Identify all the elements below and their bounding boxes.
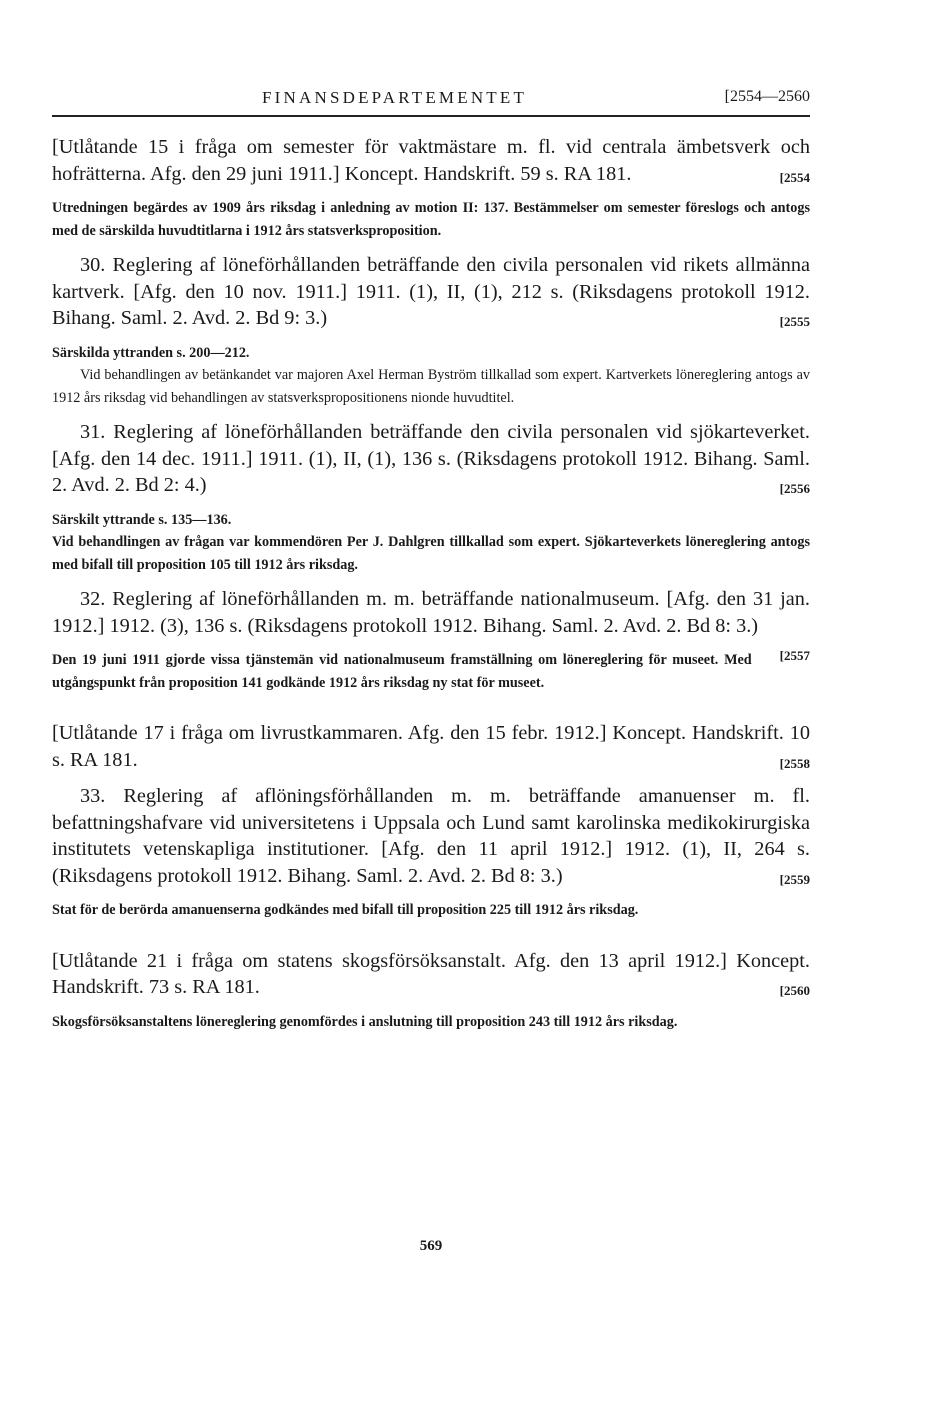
entry-main-text: 33. Reglering af aflöningsförhållanden m. m. beträffande amanuenser m. fl. befattningshafvare vid universitetens i Uppsala och Lund samt karolinska medikokirurgiska institutets vetenskapliga institutioner. [Afg. den 11 april 1912.] 1912. (1), II, 264 s. (Riksdagens protokoll 1912. Bihang. Saml. 2. Avd. 2. Bd 8: 3.) [2559 [52,783,810,889]
entry-2557 [52,586,810,694]
entry-2554 [52,134,810,242]
page-number: 569 [419,1238,443,1254]
entry-main-text: 31. Reglering af löneförhållanden beträffande den civila personalen vid sjökarteverket. [Afg. den 14 dec. 1911.] 1911. (1), II, (1), 136 s. (Riksdagens protokoll 1912. Bihang. Saml. 2. Avd. 2. Bd 2: 4.) [2556 [52,419,810,499]
entry-main-text: [Utlåtande 17 i fråga om livrustkammaren. Afg. den 15 febr. 1912.] Koncept. Handskrift. 10 s. RA 181. [2558 [52,720,810,773]
entry-reference-number: [2555 [779,314,810,329]
entry-note: Stat för de berörda amanuenserna godkändes med bifall till proposition 225 till 1912 års riksdag. [52,902,639,918]
entry-main-text: 30. Reglering af löneförhållanden beträffande den civila personalen vid rikets allmänna kartverk. [Afg. den 10 nov. 1911.] 1911. (1), II, (1), 212 s. (Riksdagens protokoll 1912. Bihang. Saml. 2. Avd. 2. Bd 9: 3.) [2555 [52,252,810,332]
entry-reference-number: [2556 [779,481,810,496]
entry-note: Skogsförsöksanstaltens lönereglering genomfördes i anslutning till proposition 243 till 1912 års riksdag. [52,1013,678,1030]
entry-main-text: [Utlåtande 15 i fråga om semester för vaktmästare m. fl. vid centrala ämbetsverk och hofrätterna. Afg. den 29 juni 1911.] Koncept. Handskrift. 59 s. RA 181. [2554 [52,134,810,187]
entry-main-text: 32. Reglering af löneförhållanden m. m. beträffande nationalmuseum. [Afg. den 31 jan. 1912.] 1912. (3), 136 s. (Riksdagens protokoll 1912. Bihang. Saml. 2. Avd. 2. Bd 8: 3.) [2557 [52,586,810,639]
entry-2558 [52,720,810,773]
entry-main-text: [Utlåtande 21 i fråga om statens skogsförsöksanstalt. Afg. den 13 april 1912.] Koncept. Handskrift. 73 s. RA 181. [2560 [52,948,810,1001]
entry-2555 [52,252,810,409]
entry-note: Särskilda yttranden s. 200—212. [52,344,250,361]
entry-2556 [52,419,810,576]
entry-reference-number: [2557 [779,648,810,663]
entry-note: Utredningen begärdes av 1909 års riksdag i anledning av motion II: 137. Bestämmelser om semester föreslogs och antogs med de särskilda huvudtitlarna i 1912 års statsverksproposition. [52,200,810,239]
running-header [52,88,810,112]
entry-note: Vid behandlingen av frågan var kommendören Per J. Dahlgren tillkallad som expert. Sjökarteverkets lönereglering antogs med bifall till proposition 105 till 1912 års riksdag. [52,534,810,573]
entry-2559 [52,783,810,922]
entry-reference-number: [2559 [779,871,810,887]
entry-reference-number: [2554 [779,169,810,185]
entry-2560 [52,948,810,1034]
entry-reference-number: [2558 [779,755,810,771]
entry-reference-number: [2560 [779,983,810,998]
header-title: FINANSDEPARTEMENTET [262,88,528,107]
header-entry-range: [2554—2560 [724,88,810,105]
body-text [52,134,810,1033]
header-rule [52,115,810,117]
entry-note: Vid behandlingen av betänkandet var majoren Axel Herman Byström tillkallad som expert. Kartverkets lönereglering antogs av 1912 års riksdag vid behandlingen av statsverkspropositionens nionde huvudtitel. [52,367,810,406]
entry-note: Den 19 juni 1911 gjorde vissa tjänstemän vid nationalmuseum framställning om lönereglering för museet. Med utgångspunkt från proposition 141 godkände 1912 års riksdag ny stat för museet. [52,652,752,691]
entry-note: Särskilt yttrande s. 135—136. [52,511,232,528]
